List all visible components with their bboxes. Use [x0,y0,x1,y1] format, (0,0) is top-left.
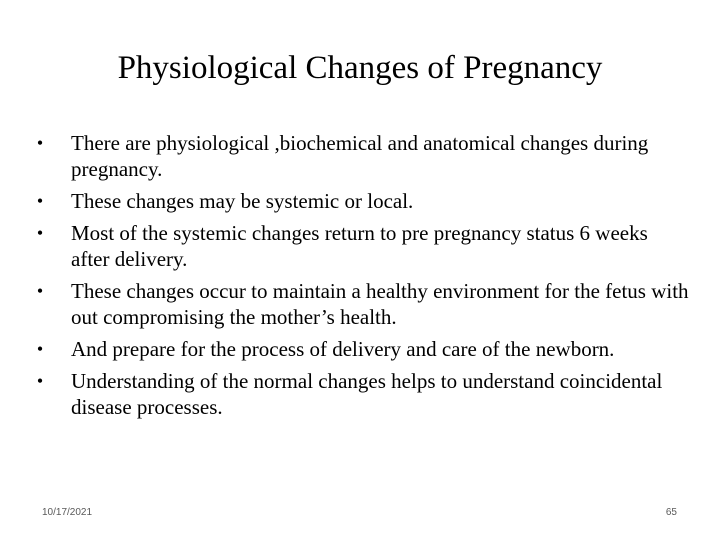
bullet-item [30,188,690,214]
page-number: 65 [665,507,677,518]
bullet-text: And prepare for the process of delivery and care of the newborn. [71,337,615,361]
bullet-item [30,278,690,330]
footer-date: 10/17/2021 [42,507,93,518]
bullet-item [30,220,690,272]
bullet-text: These changes may be systemic or local. [71,189,414,213]
bullet-item [30,368,690,420]
bullet-icon: • [36,371,44,391]
bullet-icon: • [36,133,44,153]
bullet-text: There are physiological ,biochemical and anatomical changes during pregnancy. [71,131,649,181]
bullet-item [30,130,690,182]
bullet-text: Most of the systemic changes return to pre pregnancy status 6 weeks after delivery. [71,221,648,271]
bullet-text: These changes occur to maintain a healthy environment for the fetus with out compromising the mother’s health. [71,279,689,329]
bullet-icon: • [36,281,44,301]
bullet-list [30,130,690,426]
slide-title: Physiological Changes of Pregnancy [117,50,603,86]
bullet-item [30,336,690,362]
bullet-icon: • [36,223,44,243]
bullet-icon: • [36,339,44,359]
bullet-text: Understanding of the normal changes helps to understand coincidental disease processes. [71,369,663,419]
bullet-icon: • [36,191,44,211]
